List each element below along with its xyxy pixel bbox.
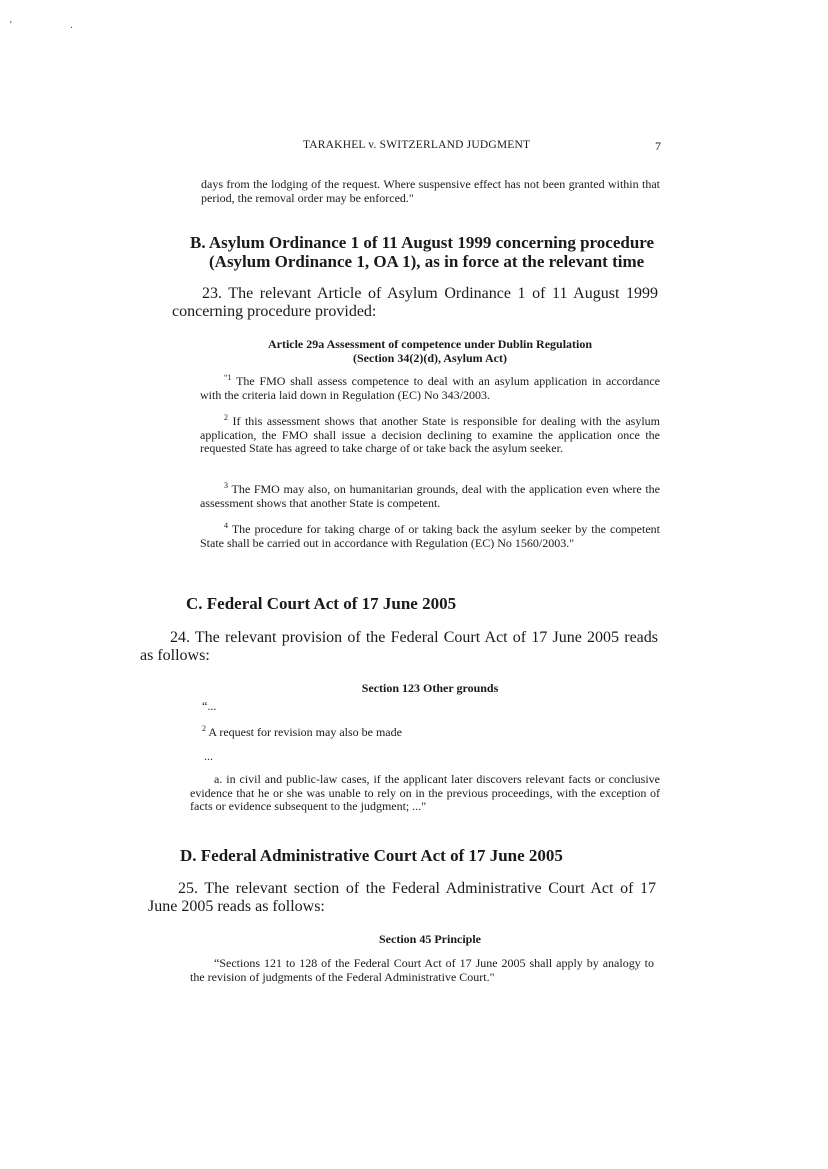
para-mark: 4 [224,521,228,530]
paragraph-25: 25. The relevant section of the Federal Administrative Court Act of 17 June 2005 reads as follows: [148,880,656,915]
article-29a-title [200,337,660,365]
section-b-heading-line1: B. Asylum Ordinance 1 of 11 August 1999 concerning procedure [190,233,655,252]
paragraph-23: 23. The relevant Article of Asylum Ordinance 1 of 11 August 1999 concerning procedure provided: [172,285,658,320]
article-29a-para-1 [200,375,660,402]
section-123-para-2 [202,726,662,740]
paragraph-24: 24. The relevant provision of the Federal Court Act of 17 June 2005 reads as follows: [140,629,658,664]
section-123-para-a: a. in civil and public-law cases, if the applicant later discovers relevant facts or conclusive evidence that he or she was unable to rely on in the previous proceedings, with the exception of facts or evidence subsequent to the judgment; ..." [190,772,660,813]
section-b-heading [190,233,670,271]
para-text: A request for revision may also be made [208,725,402,739]
section-123-ellipsis: ... [204,749,213,763]
section-c-heading: C. Federal Court Act of 17 June 2005 [186,594,457,613]
scan-marks: ' . [10,20,101,31]
section-123-open: “... [202,699,217,713]
article-29a-para-3 [200,483,660,510]
para-text: If this assessment shows that another State is responsible for dealing with the asylum application, the FMO shall issue a decision declining to examine the application once the requested State has agreed to take charge of or take back the asylum seeker. [200,414,661,455]
section-45-text: “Sections 121 to 128 of the Federal Court Act of 17 June 2005 shall apply by analogy to the revision of judgments of the Federal Administrative Court." [190,956,654,984]
para-text: The FMO shall assess competence to deal with an asylum application in accordance with the criteria laid down in Regulation (EC) No 343/2003. [200,374,660,402]
section-d-heading: D. Federal Administrative Court Act of 17 June 2005 [180,846,563,865]
para-text: The procedure for taking charge of or taking back the asylum seeker by the competent State shall be carried out in accordance with Regulation (EC) No 1560/2003." [200,522,660,550]
para-mark: 2 [224,413,228,422]
page-number: 7 [655,139,661,153]
para-mark: 2 [202,724,206,733]
continuation-quote: days from the lodging of the request. Where suspensive effect has not been granted within that period, the removal order may be enforced." [201,177,660,205]
article-29a-para-2 [200,415,660,456]
para-text: The FMO may also, on humanitarian grounds, deal with the application even where the assessment shows that another State is competent. [200,482,660,510]
section-123-title: Section 123 Other grounds [361,681,499,695]
section-45-title: Section 45 Principle [379,932,481,946]
para-mark: 3 [224,481,228,490]
running-header: TARAKHEL v. SWITZERLAND JUDGMENT [303,139,531,151]
para-mark: “1 [224,373,232,382]
section-b-heading-line2: (Asylum Ordinance 1, OA 1), as in force at the relevant time [209,252,645,271]
article-29a-title-line1: Article 29a Assessment of competence under Dublin Regulation [267,337,593,351]
article-29a-para-4 [200,523,660,550]
article-29a-title-line2: (Section 34(2)(d), Asylum Act) [353,351,507,365]
